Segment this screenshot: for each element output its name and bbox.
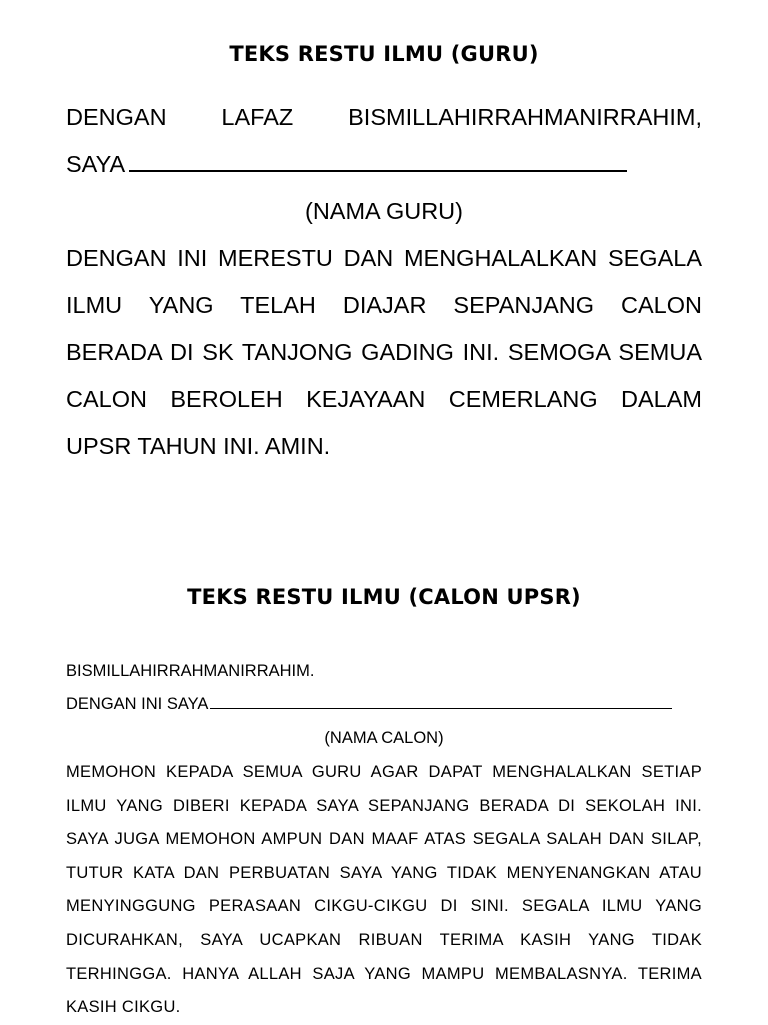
guru-bismillah-line: DENGAN LAFAZ BISMILLAHIRRAHMANIRRAHIM, [66,104,702,130]
guru-name-caption: (NAMA GURU) [305,198,463,224]
guru-section-title: TEKS RESTU ILMU (GURU) [229,42,539,66]
calon-name-blank [210,708,672,709]
guru-name-line [66,141,702,188]
calon-name-line [66,688,702,722]
guru-paragraph: DENGAN INI MERESTU DAN MENGHALALKAN SEGALA ILMU YANG TELAH DIAJAR SEPANJANG CALON BERADA DI SK TANJONG GADING INI. SEMOGA SEMUA CALON BEROLEH KEJAYAAN CEMERLANG DALAM UPSR TAHUN INI. AMIN. [66,245,702,459]
guru-name-blank [129,170,627,172]
guru-saya-label: SAYA [66,151,126,177]
calon-section-title: TEKS RESTU ILMU (CALON UPSR) [187,585,581,609]
calon-bismillah-line: BISMILLAHIRRAHMANIRRAHIM. [66,662,315,680]
calon-paragraph: MEMOHON KEPADA SEMUA GURU AGAR DAPAT MENGHALALKAN SETIAP ILMU YANG DIBERI KEPADA SAYA SEPANJANG BERADA DI SEKOLAH INI. SAYA JUGA MEMOHON AMPUN DAN MAAF ATAS SEGALA SALAH DAN SILAP, TUTUR KATA DAN PERBUATAN SAYA YANG TIDAK MENYENANGKAN ATAU MENYINGGUNG PERASAAN CIKGU-CIKGU DI SINI. SEGALA ILMU YANG DICURAHKAN, SAYA UCAPKAN RIBUAN TERIMA KASIH YANG TIDAK TERHINGGA. HANYA ALLAH SAJA YANG MAMPU MEMBALASNYA. TERIMA KASIH CIKGU. [66,763,702,1017]
calon-name-caption: (NAMA CALON) [324,729,444,747]
calon-saya-label: DENGAN INI SAYA [66,695,209,713]
